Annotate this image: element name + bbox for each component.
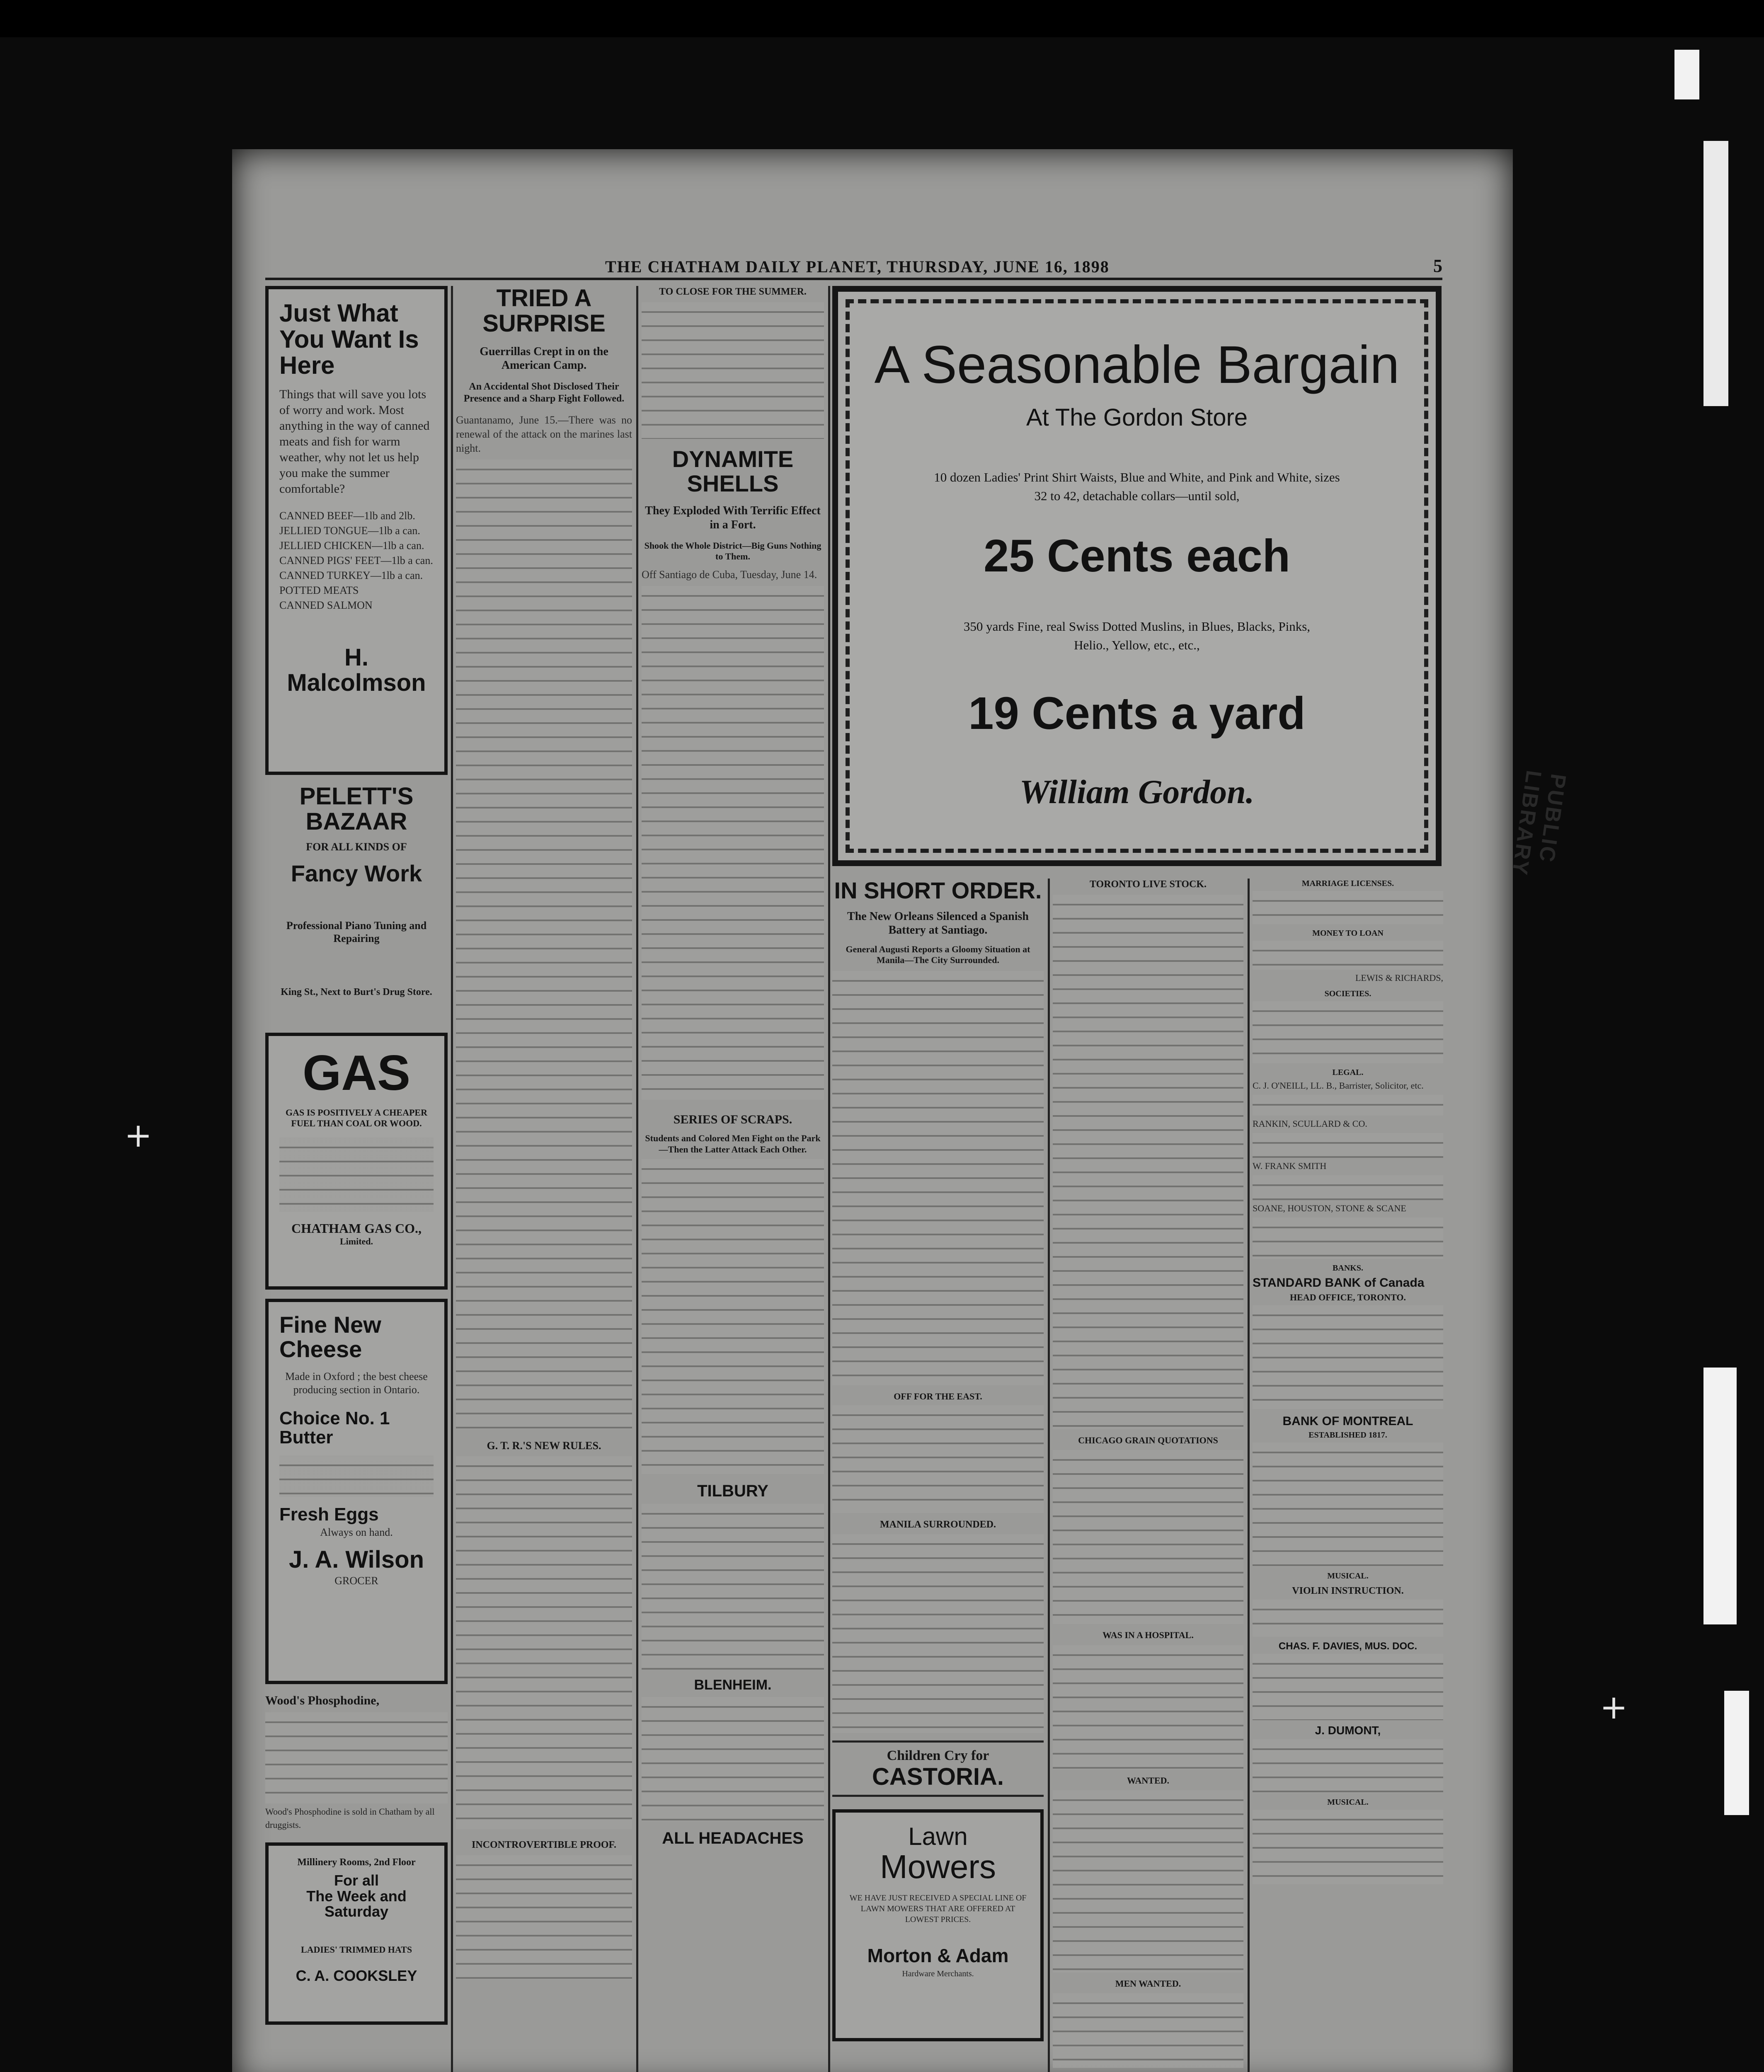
- wilson-heading3: Choice No. 1: [279, 1408, 390, 1428]
- masthead: [265, 253, 1442, 280]
- wilson-heading4: Butter: [279, 1427, 333, 1447]
- standard-heading: STANDARD BANK of Canada: [1253, 1276, 1425, 1290]
- wanted-body: [1053, 1790, 1243, 1973]
- dumont-heading: J. DUMONT,: [1315, 1724, 1381, 1737]
- column-rule: [1248, 879, 1250, 2072]
- gas-body-text: [279, 1138, 434, 1212]
- tilbury-body: [642, 1504, 824, 1670]
- column-ads-left: [265, 286, 448, 2072]
- davies-body: [1253, 1654, 1443, 1720]
- gordon-store-ad: [832, 286, 1442, 866]
- cooksley-line: LADIES' TRIMMED HATS: [300, 1944, 412, 1955]
- gordon-desc4: Helio., Yellow, etc., etc.,: [1074, 638, 1200, 652]
- wilson-text2: Always on hand.: [320, 1526, 393, 1539]
- blenheim-body: [642, 1697, 824, 1821]
- mowers-ad: [832, 1809, 1044, 2041]
- malcolmson-items: [279, 509, 434, 612]
- close-summer-heading: TO CLOSE FOR THE SUMMER.: [659, 286, 807, 297]
- crop-mark: +: [124, 1116, 153, 1155]
- montreal-body: [1253, 1443, 1443, 1567]
- proof-body: [456, 1855, 632, 1980]
- short-order-deck2: General Augusti Reports a Gloomy Situation at Manila—The City Surrounded.: [846, 944, 1030, 966]
- dynamite-headline: DYNAMITE SHELLS: [672, 445, 794, 496]
- malcolmson-heading: Just What You Want Is Here: [279, 299, 419, 379]
- dynamite-body: [642, 586, 824, 1100]
- gas-heading: GAS: [302, 1045, 411, 1101]
- frank-smith-line: W. FRANK SMITH: [1253, 1161, 1327, 1171]
- societies-body: [1253, 1001, 1443, 1063]
- scraps-deck: Students and Colored Men Fight on the Park—Then the Latter Attack Each Other.: [645, 1133, 821, 1155]
- wilson-name: J. A. Wilson: [288, 1546, 424, 1573]
- item-line: JELLIED TONGUE—1lb a can.: [279, 525, 420, 537]
- cooksley-header: Millinery Rooms, 2nd Floor: [297, 1857, 416, 1868]
- montreal-est: ESTABLISHED 1817.: [1308, 1431, 1387, 1440]
- proof-heading: INCONTROVERTIBLE PROOF.: [472, 1839, 616, 1850]
- mowers-text: WE HAVE JUST RECEIVED A SPECIAL LINE OF LAWN MOWERS THAT ARE OFFERED AT LOWEST PRICES.: [849, 1893, 1027, 1924]
- mowers-line2: Mowers: [880, 1848, 996, 1885]
- short-order-body: [832, 971, 1044, 1385]
- off-east-heading: OFF FOR THE EAST.: [894, 1391, 982, 1402]
- legal-heading: LEGAL.: [1332, 1068, 1364, 1077]
- castoria-ad: [832, 1740, 1044, 1797]
- mowers-role: Hardware Merchants.: [902, 1969, 974, 1978]
- gordon-desc3: 350 yards Fine, real Swiss Dotted Muslins, in Blues, Blacks, Pinks,: [963, 619, 1311, 634]
- wilson-body-text: [279, 1455, 434, 1497]
- hospital-body: [1053, 1645, 1243, 1769]
- cooksley-ad: [265, 1842, 448, 2025]
- gas-company-sub: Limited.: [339, 1236, 373, 1247]
- musical2-body: [1253, 1810, 1443, 1884]
- tried-headline: TRIED A SURPRISE: [482, 285, 606, 337]
- malcolmson-ad: [265, 286, 448, 775]
- gordon-price1: 25 Cents each: [984, 530, 1290, 581]
- library-stamp: PUBLIC LIBRARY: [1507, 769, 1570, 878]
- column-rule: [828, 286, 830, 2072]
- wilson-role: GROCER: [334, 1575, 378, 1587]
- off-east-body: [832, 1405, 1044, 1513]
- wilson-heading5: Fresh Eggs: [279, 1504, 379, 1525]
- gtr-rules-heading: G. T. R.'S NEW RULES.: [487, 1439, 601, 1452]
- film-edge-mark: [1703, 1368, 1737, 1624]
- pelett-feature: Fancy Work: [291, 860, 422, 886]
- blenheim-heading: BLENHEIM.: [694, 1677, 772, 1693]
- castoria-line1: Children Cry for: [887, 1748, 989, 1763]
- richards-line: LEWIS & RICHARDS,: [1355, 973, 1443, 983]
- phosphodine-body: [265, 1712, 448, 1803]
- money-heading: MONEY TO LOAN: [1312, 929, 1384, 938]
- column-directory: [1253, 879, 1443, 2072]
- davies-heading: CHAS. F. DAVIES, MUS. DOC.: [1278, 1641, 1418, 1652]
- cooksley-heading2: The Week and: [306, 1887, 407, 1905]
- newspaper-page: [232, 149, 1570, 2072]
- men-wanted-body: [1053, 1993, 1243, 2068]
- short-order-headline: IN SHORT ORDER.: [834, 877, 1042, 903]
- film-border-top: [0, 0, 1764, 37]
- pelett-line: Professional Piano Tuning and Repairing: [286, 919, 427, 944]
- pelett-heading: PELETT'S BAZAAR: [299, 783, 414, 835]
- pelett-sub: FOR ALL KINDS OF: [306, 840, 407, 853]
- frank-smith-body: [1253, 1175, 1443, 1200]
- gordon-desc2: 32 to 42, detachable collars—until sold,: [1034, 489, 1240, 503]
- oneill-line: C. J. O'NEILL, LL. B., Barrister, Solicitor, etc.: [1253, 1080, 1424, 1091]
- column-rule: [636, 286, 638, 2072]
- soane-line: SOANE, HOUSTON, STONE & SCANE: [1253, 1203, 1406, 1213]
- tilbury-heading: TILBURY: [697, 1482, 768, 1501]
- malcolmson-signature: H. Malcolmson: [287, 644, 426, 696]
- money-body: [1253, 941, 1443, 970]
- item-line: POTTED MEATS: [279, 584, 359, 596]
- dynamite-dateline: Off Santiago de Cuba, Tuesday, June 14.: [642, 569, 817, 581]
- gordon-sub: At The Gordon Store: [1026, 404, 1248, 431]
- bankers-line: RANKIN, SCULLARD & CO.: [1253, 1118, 1367, 1129]
- societies-heading: SOCIETIES.: [1324, 989, 1371, 998]
- tried-dateline: Guantanamo, June 15.—There was no renewal of the attack on the marines last night.: [456, 414, 632, 454]
- scraps-heading: SERIES OF SCRAPS.: [673, 1113, 792, 1127]
- column-dynamite-shells: [642, 286, 824, 2072]
- wilson-heading2: Cheese: [279, 1336, 362, 1362]
- column-markets: [1053, 879, 1243, 2072]
- manila-body: [832, 1534, 1044, 1733]
- column-rule: [451, 286, 453, 2072]
- masthead-title: THE CHATHAM DAILY PLANET, THURSDAY, JUNE 16, 1898: [605, 257, 1110, 276]
- wilson-text1: Made in Oxford ; the best cheese producing section in Ontario.: [285, 1370, 428, 1396]
- gordon-desc1: 10 dozen Ladies' Print Shirt Waists, Blue and White, and Pink and White, sizes: [934, 470, 1340, 484]
- toronto-body: [1053, 895, 1243, 1429]
- scraps-body: [642, 1159, 824, 1474]
- film-edge-mark: [1674, 50, 1699, 99]
- gtr-rules-body: [456, 1456, 632, 1829]
- men-wanted-heading: MEN WANTED.: [1115, 1978, 1181, 1989]
- phosphodine-text: Wood's Phosphodine is sold in Chatham by all druggists.: [265, 1806, 435, 1830]
- item-line: CANNED PIGS' FEET—1lb a can.: [279, 554, 433, 566]
- film-edge-mark: [1703, 141, 1728, 406]
- standard-office: HEAD OFFICE, TORONTO.: [1290, 1292, 1406, 1302]
- licenses-body: [1253, 891, 1443, 924]
- short-order-deck1: The New Orleans Silenced a Spanish Battery at Santiago.: [847, 910, 1029, 937]
- film-edge-mark: [1724, 1691, 1749, 1815]
- licenses-heading: MARRIAGE LICENSES.: [1301, 879, 1394, 888]
- item-line: CANNED BEEF—1lb and 2lb.: [279, 510, 415, 522]
- cooksley-heading1: For all: [334, 1871, 379, 1889]
- cooksley-heading3: Saturday: [324, 1903, 389, 1920]
- violin-heading: VIOLIN INSTRUCTION.: [1292, 1585, 1404, 1597]
- item-line: CANNED SALMON: [279, 599, 373, 611]
- item-line: JELLIED CHICKEN—1lb a can.: [279, 540, 424, 552]
- tried-deck1: Guerrillas Crept in on the American Camp.: [480, 345, 608, 372]
- mowers-name: Morton & Adam: [867, 1944, 1009, 1966]
- gordon-price2: 19 Cents a yard: [968, 688, 1306, 739]
- gordon-headline: A Seasonable Bargain: [874, 335, 1400, 395]
- banks-heading: BANKS.: [1333, 1264, 1363, 1273]
- violin-body: [1253, 1600, 1443, 1637]
- castoria-line2: CASTORIA.: [872, 1763, 1004, 1790]
- mowers-line1: Lawn: [908, 1822, 968, 1850]
- gas-company: CHATHAM GAS CO.,: [291, 1220, 422, 1236]
- malcolmson-body: Things that will save you lots of worry and work. Most anything in the way of canned meats and fish for warm weather, why not let us help you make the summer comfortable?: [279, 387, 430, 496]
- item-line: CANNED TURKEY—1lb a can.: [279, 569, 423, 581]
- wanted-heading: WANTED.: [1127, 1775, 1170, 1786]
- phosphodine-heading: Wood's Phosphodine,: [265, 1694, 380, 1707]
- column-rule: [1048, 879, 1050, 2072]
- pelett-ad: [265, 784, 448, 1033]
- column-tried-a-surprise: [456, 286, 632, 2072]
- page-number: 5: [1433, 256, 1442, 276]
- toronto-heading: TORONTO LIVE STOCK.: [1089, 879, 1207, 890]
- tried-body: [456, 460, 632, 1429]
- gas-ad: [265, 1033, 448, 1290]
- wilson-heading1: Fine New: [279, 1312, 381, 1338]
- wilson-ad: [265, 1299, 448, 1684]
- musical2-heading: MUSICAL.: [1327, 1797, 1369, 1807]
- dynamite-deck1: They Exploded With Terrific Effect in a Fort.: [645, 504, 821, 531]
- column-in-short-order: [832, 879, 1044, 2072]
- headaches-heading: ALL HEADACHES: [662, 1829, 804, 1847]
- close-summer-body: [642, 302, 824, 439]
- pelett-footer: King St., Next to Burt's Drug Store.: [281, 987, 432, 998]
- oneill-body: [1253, 1095, 1443, 1116]
- cooksley-name: C. A. COOKSLEY: [296, 1967, 417, 1984]
- chicago-heading: CHICAGO GRAIN QUOTATIONS: [1078, 1435, 1218, 1445]
- gas-line: GAS IS POSITIVELY A CHEAPER FUEL THAN COAL OR WOOD.: [286, 1107, 427, 1129]
- tried-deck2: An Accidental Shot Disclosed Their Presence and a Sharp Fight Followed.: [463, 381, 625, 404]
- soane-body: [1253, 1218, 1443, 1259]
- bankers-body: [1253, 1133, 1443, 1158]
- phosphodine-ad: [265, 1693, 448, 1842]
- musical-heading: MUSICAL.: [1327, 1571, 1369, 1581]
- hospital-heading: WAS IN A HOSPITAL.: [1102, 1630, 1194, 1641]
- dynamite-deck2: Shook the Whole District—Big Guns Nothing to Them.: [644, 540, 821, 562]
- crop-mark: +: [1600, 1688, 1628, 1726]
- manila-heading: MANILA SURROUNDED.: [880, 1519, 996, 1530]
- montreal-heading: BANK OF MONTREAL: [1282, 1414, 1413, 1428]
- chicago-table: [1053, 1450, 1243, 1624]
- standard-body: [1253, 1305, 1443, 1409]
- gordon-signature: William Gordon.: [1019, 773, 1255, 811]
- dumont-body: [1253, 1739, 1443, 1793]
